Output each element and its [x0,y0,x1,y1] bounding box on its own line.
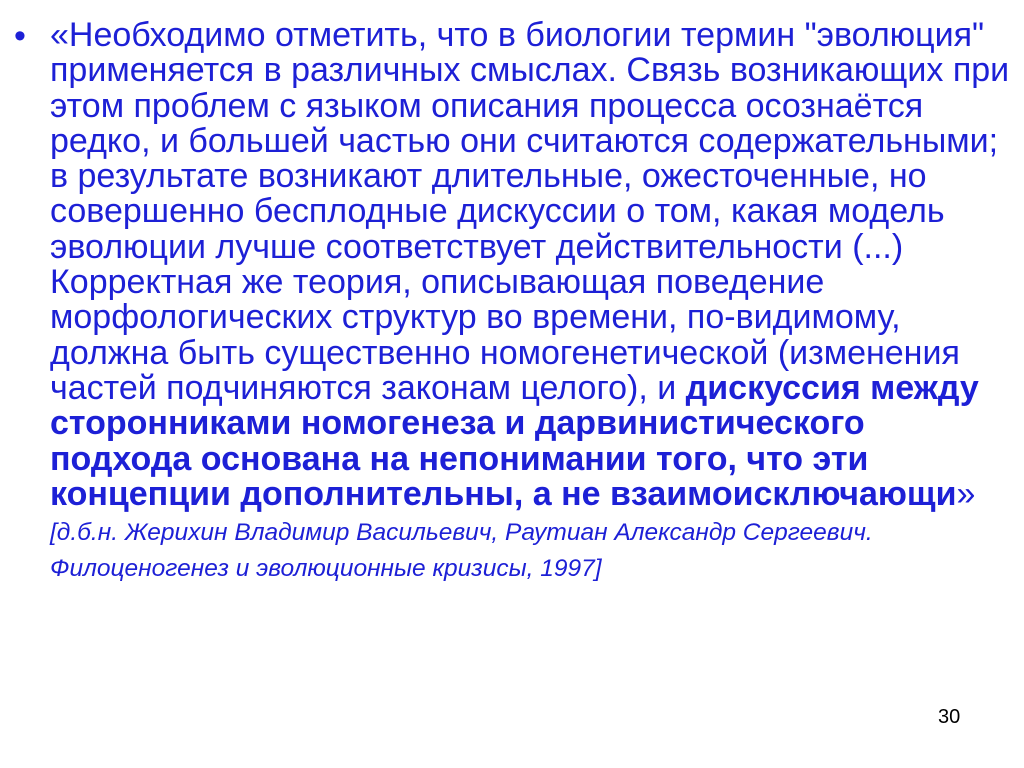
quote-close-mark: » [956,474,976,513]
quote-body-text: Необходимо отметить, что в биологии термин "эволюция" применяется в различных смыслах. Связь возникающих при этом проблем с языком описания процесса осознаётся редко, и большей частью они считаются содержательными; в результате возникают длительные, ожесточенные, но совершенно бесплодные дискуссии о том, какая модель эволюции лучше соответствует действительности (...) Корректная же теория, описывающая поведение морфологических структур во времени, по-видимому, должна быть существенно номогенетической (изменения частей подчиняются законам целого), и [50,16,1010,407]
quote-paragraph [50,18,1012,584]
slide-page-number: 30 [938,706,961,728]
quote-bold-text: дискуссия между сторонниками номогенеза и дарвинистического подхода основана на непонимании того, что эти концепции дополнительны, а не взаимоисключающи [50,368,979,513]
citation-text: [д.б.н. Жерихин Владимир Васильевич, Раутиан Александр Сергеевич. Филоценогенез и эволюционные кризисы, 1997] [50,519,873,583]
quote-open-mark: « [50,16,69,54]
bullet-point: • [14,17,26,55]
